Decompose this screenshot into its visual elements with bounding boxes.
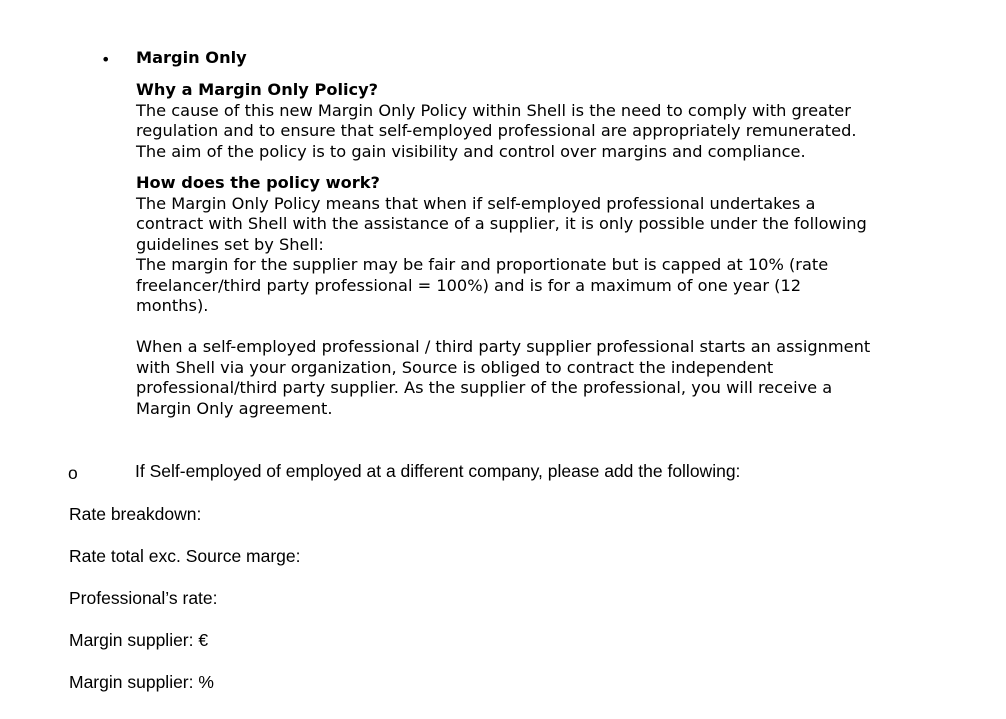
how-heading: How does the policy work? xyxy=(136,173,380,192)
rate-breakdown-label: Rate breakdown: xyxy=(69,504,202,524)
how-line: freelancer/third party professional = 100%) and is for a maximum of one year (12 xyxy=(136,275,802,295)
why-line: The cause of this new Margin Only Policy within Shell is the need to comply with greater xyxy=(136,100,851,120)
rate-total-label: Rate total exc. Source marge: xyxy=(69,546,301,566)
how-line: contract with Shell with the assistance of a supplier, it is only possible under the following xyxy=(136,214,867,233)
how-line: months). xyxy=(136,296,209,315)
assignment-line: When a self-employed professional / third party supplier professional starts an assignment xyxy=(136,337,871,356)
assignment-line: professional/third party supplier. As the supplier of the professional, you will receive a xyxy=(136,378,833,397)
how-line: guidelines set by Shell: xyxy=(136,234,324,254)
why-heading: Why a Margin Only Policy? xyxy=(136,80,379,99)
bullet-marker: • xyxy=(101,50,111,69)
margin-supplier-pct-label: Margin supplier: % xyxy=(69,672,214,692)
assignment-line: with Shell via your organization, Source is obliged to contract the independent xyxy=(136,357,774,377)
sub-bullet-text: If Self-employed of employed at a different company, please add the following: xyxy=(135,461,741,481)
why-line: regulation and to ensure that self-employed professional are appropriately remunerated. xyxy=(136,121,857,140)
how-section xyxy=(136,173,936,317)
professional-rate-label: Professional’s rate: xyxy=(69,588,218,608)
why-line: The aim of the policy is to gain visibility and control over margins and compliance. xyxy=(136,141,806,161)
assignment-section xyxy=(136,337,936,419)
how-line: The Margin Only Policy means that when if self-employed professional undertakes a xyxy=(136,193,816,213)
bullet-title: Margin Only xyxy=(136,48,247,67)
assignment-line: Margin Only agreement. xyxy=(136,398,333,418)
why-section xyxy=(136,80,936,162)
margin-supplier-eur-label: Margin supplier: € xyxy=(69,630,209,650)
how-line: The margin for the supplier may be fair and proportionate but is capped at 10% (rate xyxy=(136,255,829,274)
sub-bullet-marker: o xyxy=(68,463,78,483)
